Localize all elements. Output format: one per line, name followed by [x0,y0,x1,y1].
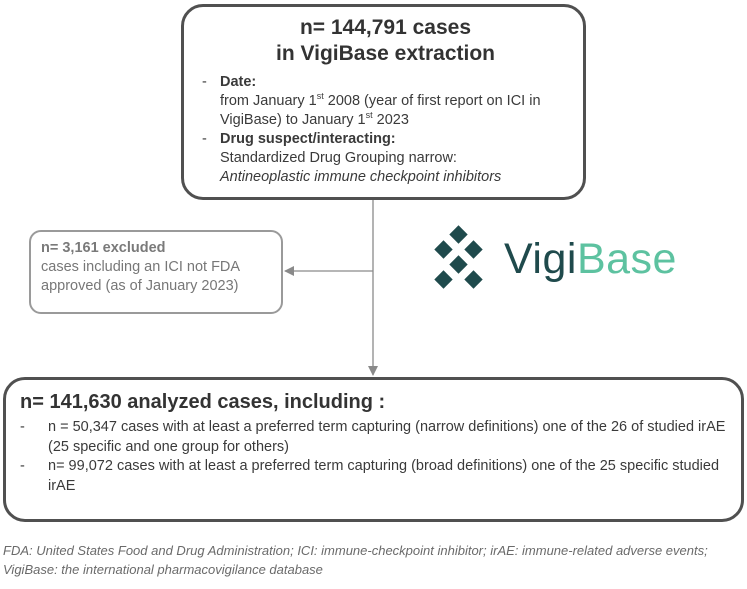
drug-criterion-label: - Drug suspect/interacting: [202,131,396,147]
list-item: - n = 50,347 cases with at least a preferred term capturing (narrow definitions) one of the 26 of studied irAE (25 specific and one group for others) [20,419,726,455]
extraction-title: n= 144,791 cases in VigiBase extraction [275,16,496,65]
date-criterion-text: from January 1st 2008 (year of first report on ICI in VigiBase) to January 1st 2023 [220,91,541,128]
excluded-title: n= 3,161 excluded [41,240,166,256]
footnote: FDA: United States Food and Drug Administration; ICI: immune-checkpoint inhibitor; irAE: immune-related adverse events; VigiBase: the international pharmacovigilance database [3,543,708,577]
vigibase-logo-mark-icon [432,225,496,295]
analyzed-box [3,377,744,522]
vigibase-logo-wordmark: VigiBase [504,235,677,283]
date-criterion-label: - Date: [202,74,257,90]
extraction-box [181,4,586,200]
excluded-text: cases including an ICI not FDA approved (as of January 2023) [41,259,240,294]
vigibase-logo [432,223,682,303]
extraction-criteria [202,73,569,187]
list-item: - n= 99,072 cases with at least a preferred term capturing (broad definitions) one of the 25 specific studied irAE [20,458,720,494]
drug-criterion-text: Standardized Drug Grouping narrow: Antineoplastic immune checkpoint inhibitors [220,150,502,185]
excluded-box [29,230,283,314]
analyzed-title: n= 141,630 analyzed cases, including : [20,391,386,413]
